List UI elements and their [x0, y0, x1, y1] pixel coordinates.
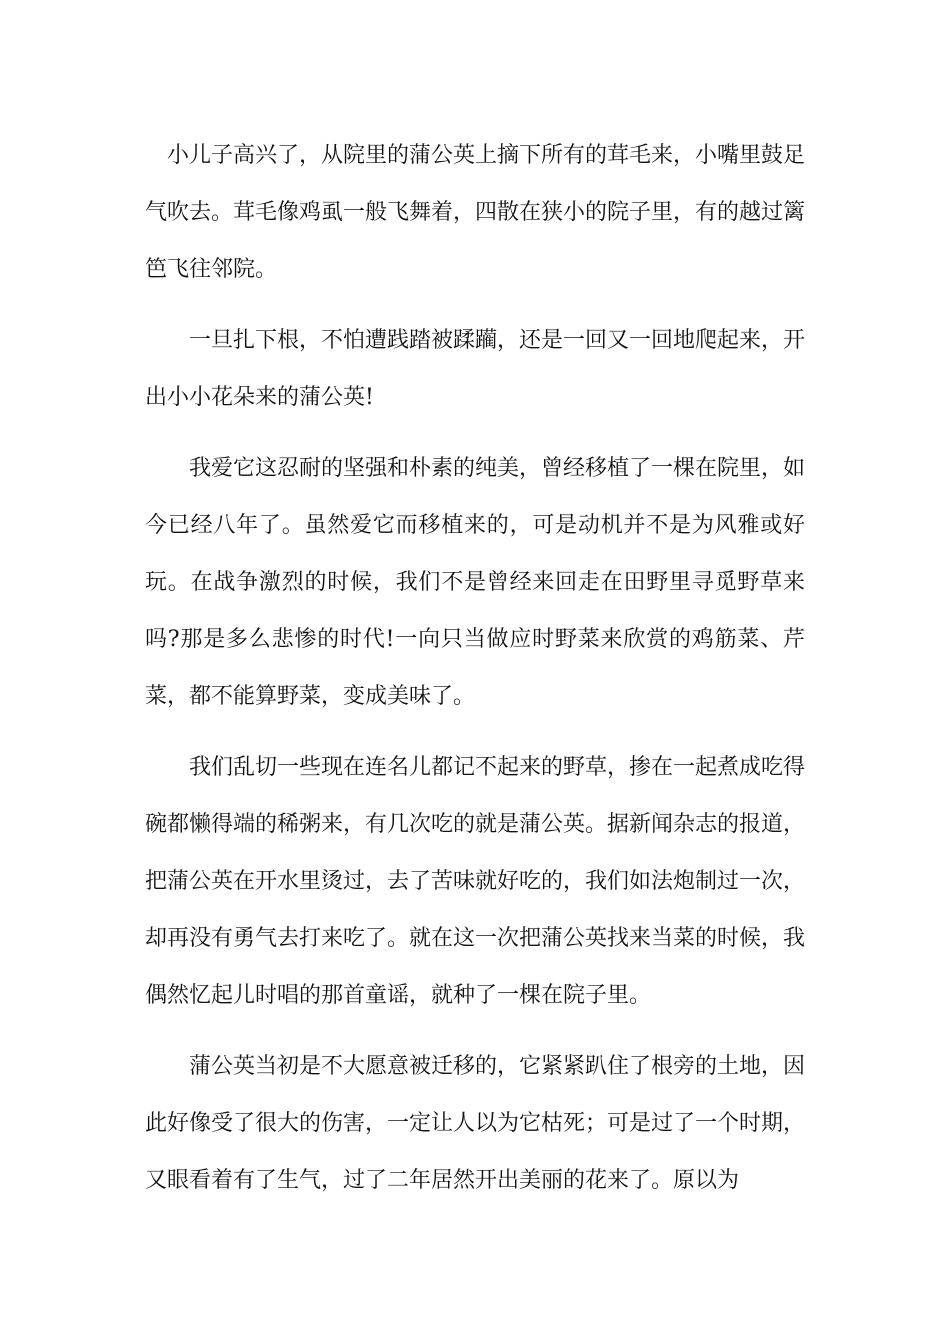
- paragraph-3: 我爱它这忍耐的坚强和朴素的纯美，曾经移植了一棵在院里，如今已经八年了。虽然爱它而移植来的，可是动机并不是为风雅或好玩。在战争激烈的时候，我们不是曾经来回走在田野里寻觅野草来吗?那是多么悲惨的时代!一向只当做应时野菜来欣赏的鸡筋菜、芹菜，都不能算野菜，变成美味了。: [145, 456, 806, 709]
- paragraph-1: 小儿子高兴了，从院里的蒲公英上摘下所有的茸毛来，小嘴里鼓足气吹去。茸毛像鸡虱一般飞舞着，四散在狭小的院子里，有的越过篱笆飞往邻院。: [145, 143, 806, 282]
- paragraph-2: 一旦扎下根，不怕遭践踏被蹂躏，还是一回又一回地爬起来，开出小小花朵来的蒲公英!: [145, 328, 806, 410]
- document-body: [145, 127, 805, 1209]
- paragraph-4: 我们乱切一些现在连名儿都记不起来的野草，掺在一起煮成吃得碗都懒得端的稀粥来，有几次吃的就是蒲公英。据新闻杂志的报道，把蒲公英在开水里烫过，去了苦味就好吃的，我们如法炮制过一次，却再没有勇气去打来吃了。就在这一次把蒲公英找来当菜的时候，我偶然忆起儿时唱的那首童谣，就种了一棵在院子里。: [145, 755, 806, 1008]
- paragraph-5: 蒲公英当初是不大愿意被迁移的，它紧紧趴住了根旁的土地，因此好像受了很大的伤害，一定让人以为它枯死；可是过了一个时期，又眼看着有了生气，过了二年居然开出美丽的花来了。原以为: [145, 1054, 806, 1193]
